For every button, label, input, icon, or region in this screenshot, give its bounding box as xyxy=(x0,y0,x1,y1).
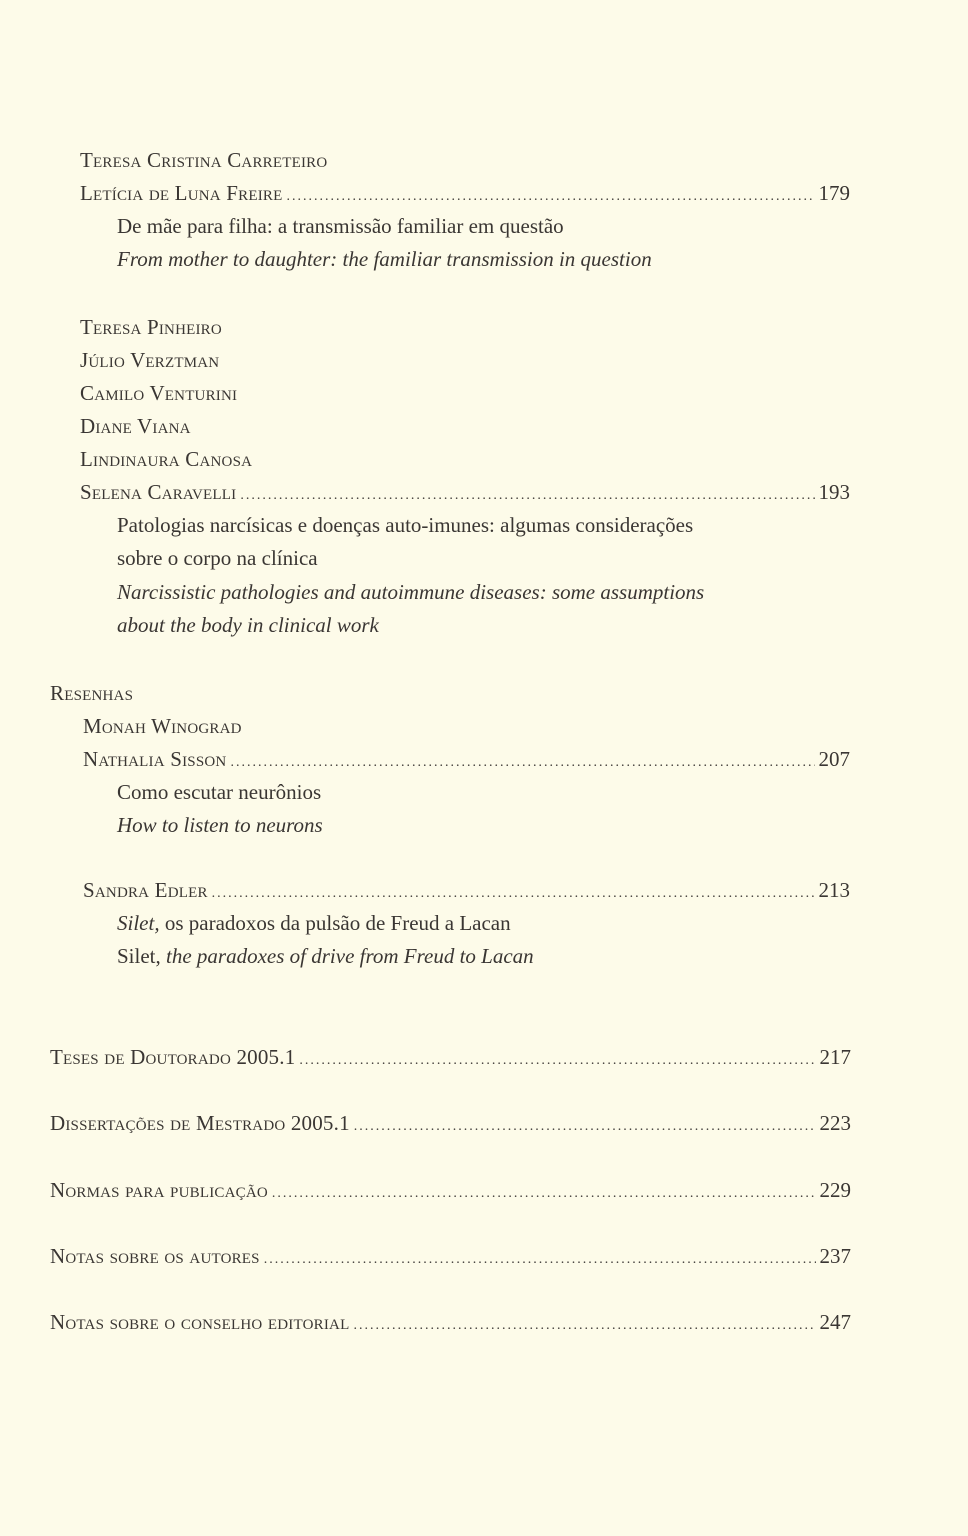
page-number: 223 xyxy=(819,1111,851,1135)
author-name: Diane Viana xyxy=(80,414,191,438)
page-number: 247 xyxy=(819,1310,851,1334)
toc-entry-193[interactable] xyxy=(80,478,850,510)
section-label: Dissertações de Mestrado 2005.1 xyxy=(50,1111,350,1135)
review-title-pt-rest: os paradoxos da pulsão de Freud a Lacan xyxy=(159,911,511,935)
section-label: Normas para publicação xyxy=(50,1178,268,1202)
toc-entry-207[interactable] xyxy=(83,745,850,777)
dot-leader xyxy=(354,1113,816,1141)
toc-section-dissertacoes[interactable] xyxy=(50,1109,851,1141)
article-title-pt: sobre o corpo na clínica xyxy=(117,546,318,570)
review-title-en-italic: the paradoxes of drive from Freud to Lacan xyxy=(166,944,534,968)
page-number: 229 xyxy=(819,1178,851,1202)
dot-leader xyxy=(272,1180,816,1208)
section-label: Notas sobre os autores xyxy=(50,1244,260,1268)
article-title-pt: De mãe para filha: a transmissão familiar em questão xyxy=(117,214,564,238)
toc-section-normas[interactable] xyxy=(50,1176,851,1208)
page-number: 179 xyxy=(818,181,850,205)
page-number: 193 xyxy=(818,480,850,504)
review-title-en xyxy=(117,942,534,970)
review-title-pt-italic: Silet, xyxy=(117,911,160,935)
author-name: Monah Winograd xyxy=(83,714,242,738)
section-label: Notas sobre o conselho editorial xyxy=(50,1310,350,1334)
review-title-pt xyxy=(117,909,511,937)
page-number: 217 xyxy=(819,1045,851,1069)
section-label: Teses de Doutorado 2005.1 xyxy=(50,1045,296,1069)
author-name: Teresa Cristina Carreteiro xyxy=(80,148,328,172)
dot-leader xyxy=(240,482,814,510)
dot-leader xyxy=(353,1312,815,1340)
toc-entry-213[interactable] xyxy=(83,876,850,908)
toc-section-notas-autores[interactable] xyxy=(50,1242,851,1274)
author-name: Lindinaura Canosa xyxy=(80,447,253,471)
article-title-en: about the body in clinical work xyxy=(117,613,379,637)
article-title-en: From mother to daughter: the familiar transmission in question xyxy=(117,247,652,271)
article-title-pt: Patologias narcísicas e doenças auto-imunes: algumas considerações xyxy=(117,513,694,537)
author-name: Nathalia Sisson xyxy=(83,747,227,771)
author-name: Selena Caravelli xyxy=(80,480,237,504)
dot-leader xyxy=(230,749,814,777)
author-name: Júlio Verztman xyxy=(80,348,220,372)
dot-leader xyxy=(286,183,814,211)
review-title-en: How to listen to neurons xyxy=(117,813,323,837)
author-name: Camilo Venturini xyxy=(80,381,238,405)
article-title-en: Narcissistic pathologies and autoimmune diseases: some assumptions xyxy=(117,580,705,604)
review-title-pt: Como escutar neurônios xyxy=(117,780,322,804)
author-name: Sandra Edler xyxy=(83,878,208,902)
page-number: 237 xyxy=(819,1244,851,1268)
toc-section-teses[interactable] xyxy=(50,1043,851,1075)
dot-leader xyxy=(299,1047,815,1075)
toc-section-notas-conselho[interactable] xyxy=(50,1308,851,1340)
author-name: Teresa Pinheiro xyxy=(80,315,222,339)
page-number: 213 xyxy=(818,878,850,902)
page-number: 207 xyxy=(818,747,850,771)
toc-entry-179[interactable] xyxy=(80,179,850,211)
review-title-en-roman: Silet, xyxy=(117,944,167,968)
author-name: Letícia de Luna Freire xyxy=(80,181,283,205)
dot-leader xyxy=(212,880,815,908)
section-heading-resenhas: Resenhas xyxy=(50,681,134,705)
dot-leader xyxy=(264,1246,816,1274)
